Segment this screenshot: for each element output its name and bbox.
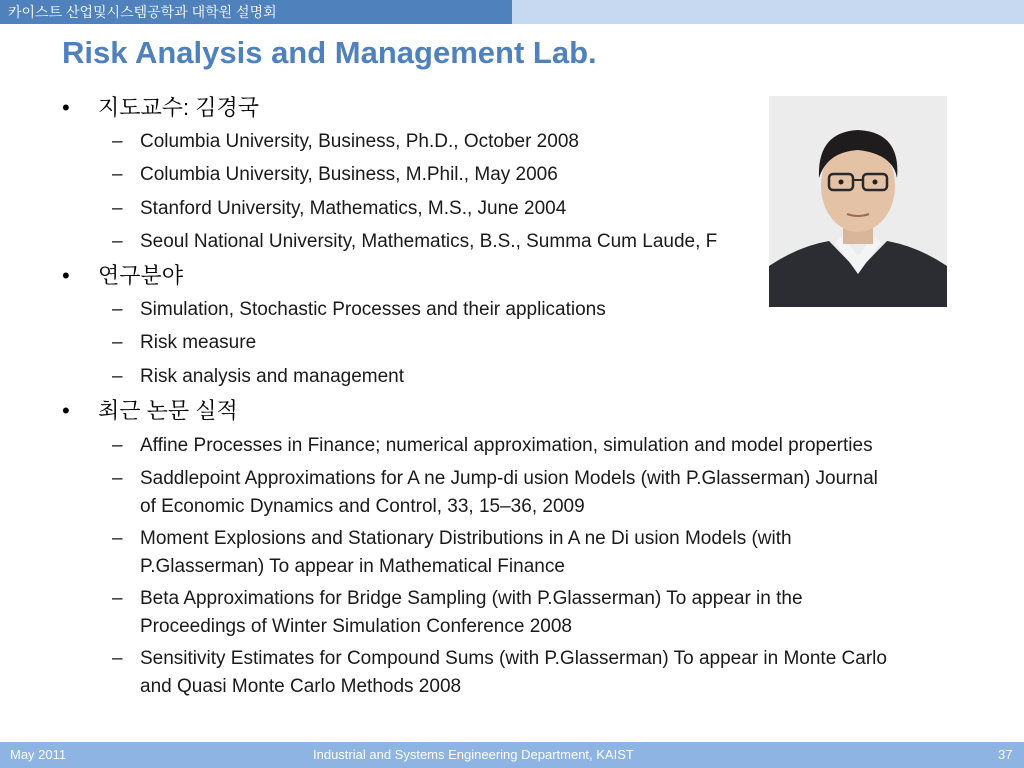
- list-item: – Risk measure: [112, 332, 257, 353]
- footer-bar: [0, 742, 1024, 768]
- list-item-continuation: of Economic Dynamics and Control, 33, 15–36, 2009: [140, 496, 585, 517]
- list-item: – Affine Processes in Finance; numerical approximation, simulation and model properties: [112, 435, 873, 456]
- list-item: – Sensitivity Estimates for Compound Sums (with P.Glasserman) To appear in Monte Carlo: [112, 648, 887, 669]
- list-item-continuation: P.Glasserman) To appear in Mathematical Finance: [140, 556, 565, 577]
- professor-photo: [769, 96, 947, 307]
- list-item: – Columbia University, Business, M.Phil., May 2006: [112, 164, 558, 185]
- list-item-continuation: Proceedings of Winter Simulation Conference 2008: [140, 616, 572, 637]
- list-item: – Simulation, Stochastic Processes and their applications: [112, 299, 606, 320]
- list-item-continuation: and Quasi Monte Carlo Methods 2008: [140, 676, 462, 697]
- section-heading-papers: • 최근 논문 실적: [62, 398, 238, 423]
- list-item: – Seoul National University, Mathematics, B.S., Summa Cum Laude, F: [112, 231, 718, 252]
- list-item: – Beta Approximations for Bridge Sampling (with P.Glasserman) To appear in the: [112, 588, 803, 609]
- section-heading-advisor: • 지도교수: 김경국: [62, 95, 259, 120]
- portrait-illustration: [769, 96, 947, 307]
- slide-title: Risk Analysis and Management Lab.: [62, 35, 597, 70]
- bullet-icon: •: [62, 263, 70, 288]
- list-item: – Moment Explosions and Stationary Distributions in A ne Di usion Models (with: [112, 528, 792, 549]
- header-label: 카이스트 산업및시스템공학과 대학원 설명회: [0, 0, 512, 24]
- bullet-icon: •: [62, 398, 70, 423]
- page-number: 37: [998, 747, 1013, 762]
- list-item: – Saddlepoint Approximations for A ne Jump-di usion Models (with P.Glasserman) Journal: [112, 468, 878, 489]
- footer-date: May 2011: [10, 747, 67, 762]
- list-item: – Columbia University, Business, Ph.D., October 2008: [112, 131, 579, 152]
- section-heading-research: • 연구분야: [62, 263, 184, 288]
- top-bar: [0, 0, 1024, 24]
- list-item: – Risk analysis and management: [112, 366, 405, 387]
- header-accent: [512, 0, 1024, 24]
- footer-organization: Industrial and Systems Engineering Department, KAIST: [313, 747, 634, 762]
- list-item: – Stanford University, Mathematics, M.S., June 2004: [112, 198, 567, 219]
- bullet-icon: •: [62, 95, 70, 120]
